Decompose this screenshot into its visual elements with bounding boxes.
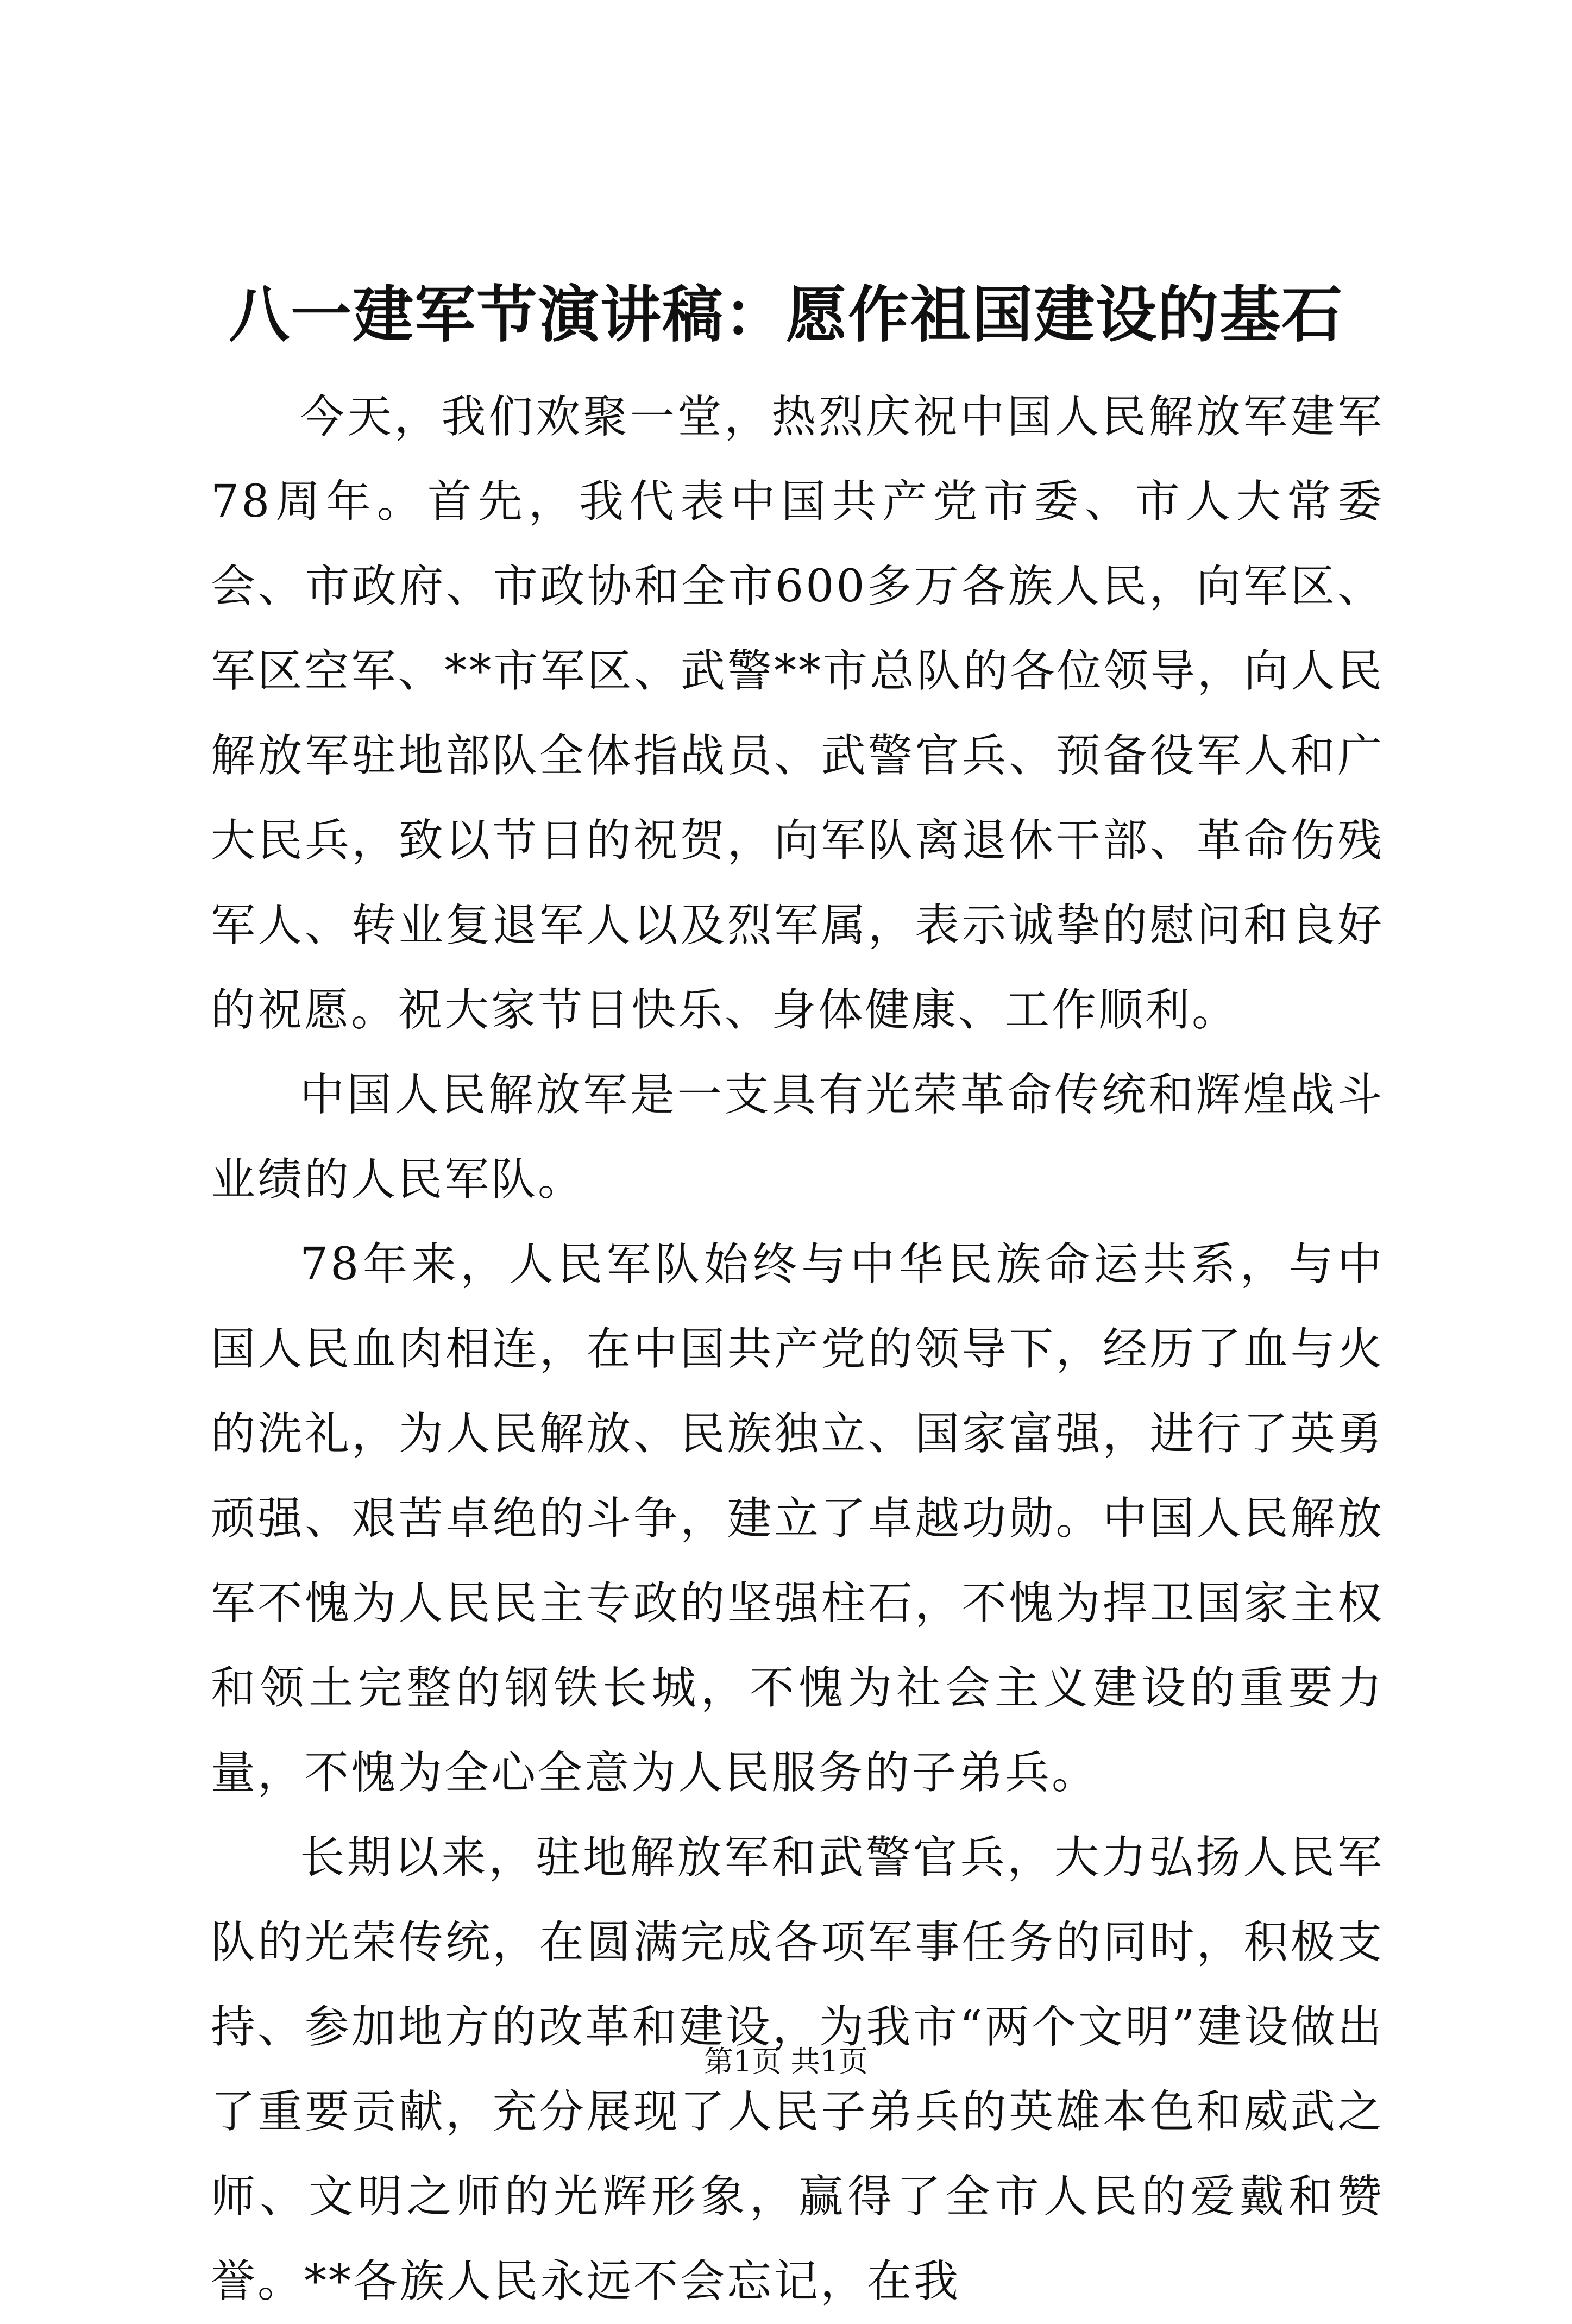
document-title: 八一建军节演讲稿：愿作祖国建设的基石 (229, 279, 1343, 350)
paragraph: 今天，我们欢聚一堂，热烈庆祝中国人民解放军建军78周年。首先，我代表中国共产党市委、市人大常委会、市政府、市政协和全市600多万各族人民，向军区、军区空军、**市军区、武警**市总队的各位领导，向人民解放军驻地部队全体指战员、武警官兵、预备役军人和广大民兵，致以节日的祝贺，向军队离退休干部、革命伤残军人、转业复退军人以及烈军属，表示诚挚的慰问和良好的祝愿。祝大家节日快乐、身体健康、工作顺利。 (211, 391, 1384, 1036)
paragraph: 中国人民解放军是一支具有光荣革命传统和辉煌战斗业绩的人民军队。 (211, 1069, 1384, 1205)
document-body (211, 375, 1384, 2324)
page-footer: 第1页 共1页 (704, 2044, 868, 2078)
paragraph: 长期以来，驻地解放军和武警官兵，大力弘扬人民军队的光荣传统，在圆满完成各项军事任务的同时，积极支持、参加地方的改革和建设，为我市“两个文明”建设做出了重要贡献，充分展现了人民子弟兵的英雄本色和威武之师、文明之师的光辉形象，赢得了全市人民的爱戴和赞誉。**各族人民永远不会忘记，在我 (211, 1832, 1384, 2307)
paragraph: 78年来，人民军队始终与中华民族命运共系，与中国人民血肉相连，在中国共产党的领导下，经历了血与火的洗礼，为人民解放、民族独立、国家富强，进行了英勇顽强、艰苦卓绝的斗争，建立了卓越功勋。中国人民解放军不愧为人民民主专政的坚强柱石，不愧为捍卫国家主权和领土完整的钢铁长城，不愧为社会主义建设的重要力量，不愧为全心全意为人民服务的子弟兵。 (211, 1239, 1384, 1799)
